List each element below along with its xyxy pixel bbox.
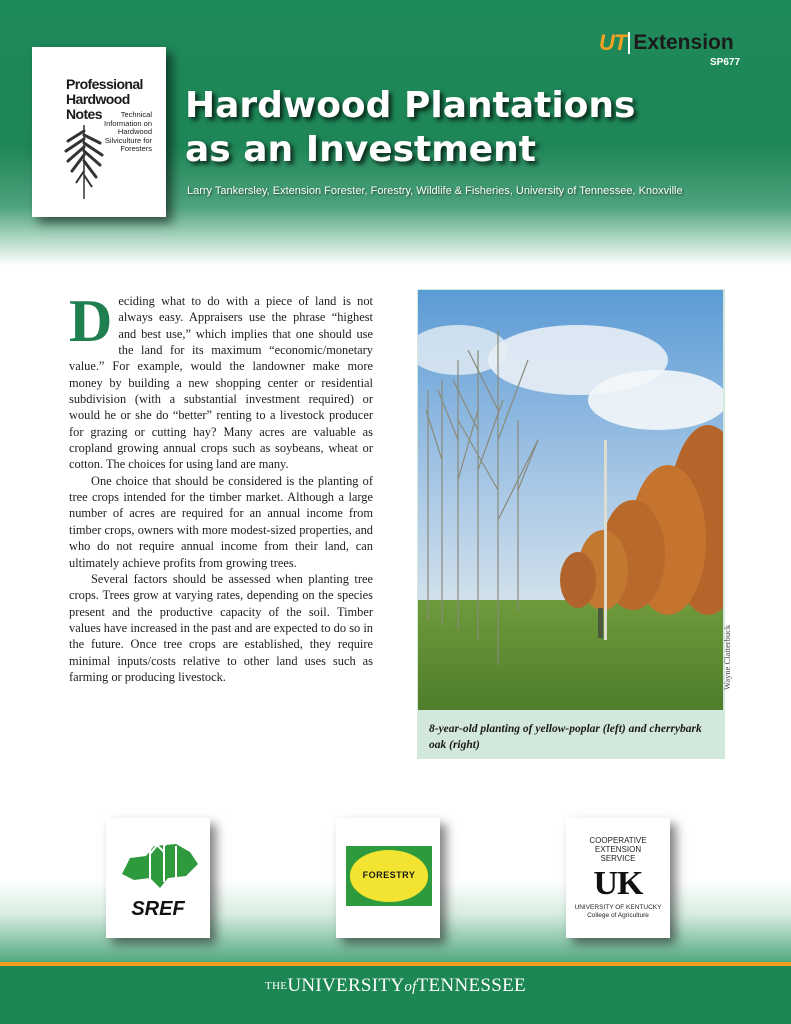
document-code: SP677 <box>710 57 741 68</box>
paragraph-1 <box>69 288 373 473</box>
paragraph-1-text: eciding what to do with a piece of land is not always easy. Appraisers use the phrase “highest and best use,” which implies that one should use the land for its maximum “economic/monetary value.” For example, would the landowner make more money by building a new shopping center or residential subdivision (with a substantial investment required) or would he or she do “better” renting to a livestock producer for grazing or cutting hay? Many acres are valuable as cropland growing annual crops such as soybeans, wheat or cotton. The choices for using land are many. <box>69 294 373 472</box>
drop-cap: D <box>69 288 113 354</box>
university-wordmark <box>0 975 791 997</box>
uk-extension-logo <box>566 818 670 938</box>
uk-bottom-text: UNIVERSITY OF KENTUCKY College of Agriculture <box>574 904 662 919</box>
tn-forestry-logo <box>336 818 440 938</box>
tn-forestry-oval <box>350 850 428 902</box>
series-logo-subtitle: Technical Information on Hardwood Silviculture for Foresters <box>104 110 152 153</box>
photo-credit: Wayne Clatterbuck <box>722 624 732 690</box>
ut-mark: UT <box>599 30 627 55</box>
wordmark-prefix: THE <box>265 980 288 992</box>
tree-icon <box>106 818 210 898</box>
wordmark-part-a: UNIVERSITY <box>287 975 405 996</box>
paragraph-3: Several factors should be assessed when planting tree crops. Trees grow at varying rates, depending on the species present and the productive capacity of the soil. Timber values have increased in the past and are expected to do so in the future. Once tree crops are established, they require minimal inputs/costs relative to other land uses such as farming or producing livestock. <box>69 571 373 684</box>
page-title: Hardwood Plantations as an Investment <box>185 85 636 170</box>
ut-extension-logo <box>599 30 734 56</box>
extension-label: Extension <box>633 31 734 54</box>
uk-top-text: COOPERATIVE EXTENSION SERVICE <box>589 836 647 863</box>
tn-forestry-badge <box>346 846 432 906</box>
uk-mark: UK <box>593 865 643 902</box>
sref-label: SREF <box>131 898 185 920</box>
author-line: Larry Tankersley, Extension Forester, Forestry, Wildlife & Fisheries, University of Tennessee, Knoxville <box>187 185 683 197</box>
series-logo <box>32 47 166 217</box>
leaf-icon <box>62 121 106 201</box>
wordmark-part-b: TENNESSEE <box>416 975 526 996</box>
tn-forestry-label: FORESTRY <box>362 870 416 880</box>
wordmark-of: of <box>404 979 417 995</box>
logo-divider <box>628 32 630 54</box>
paragraph-2: One choice that should be considered is the planting of tree crops intended for the timber market. Although a large number of acres are required for an annual income from timber crops, owners with more modest-sized properties, and who do not require annual income from their land, can ultimately achieve profits from growing trees. <box>69 473 373 570</box>
article-body <box>69 288 373 685</box>
photo-frame <box>417 289 725 759</box>
plantation-photo <box>418 290 723 710</box>
sref-logo <box>106 818 210 938</box>
photo-caption: 8-year-old planting of yellow-poplar (left) and cherrybark oak (right) <box>429 723 702 751</box>
series-logo-title: Professional Hardwood Notes <box>66 76 143 122</box>
